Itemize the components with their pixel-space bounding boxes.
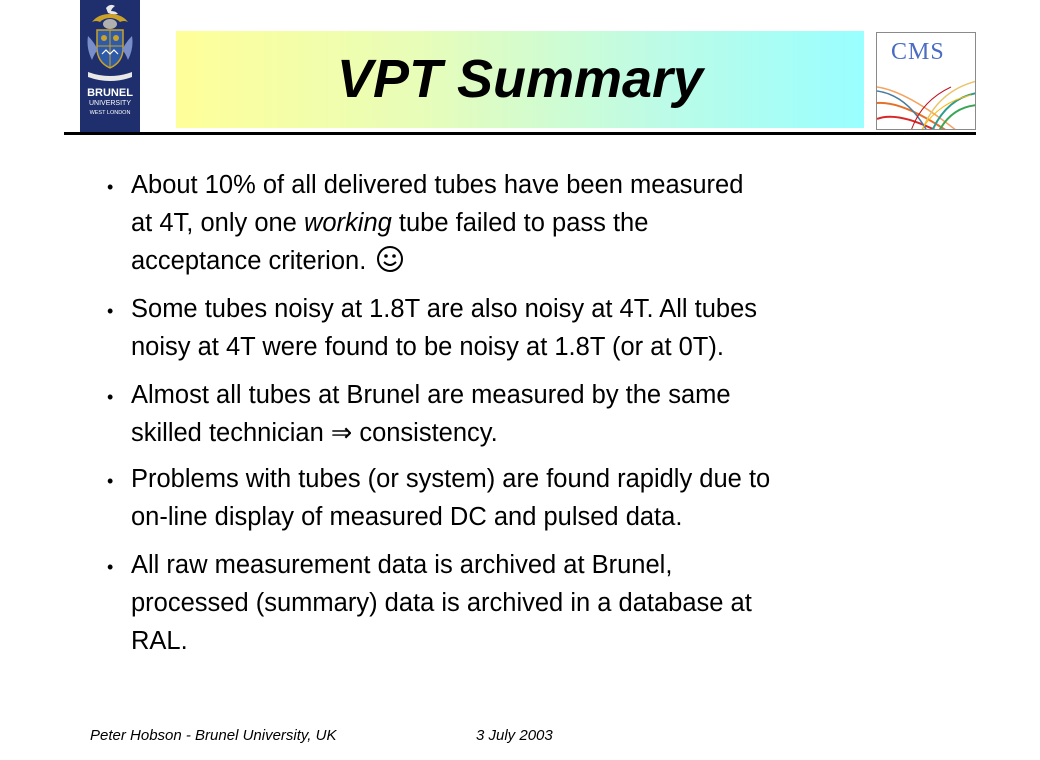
bullet-line bbox=[131, 242, 964, 280]
bullet-text: consistency. bbox=[352, 419, 498, 447]
bullet-text: tube failed to pass the bbox=[391, 209, 649, 237]
bullet-dot-icon: • bbox=[107, 177, 114, 197]
implies-arrow-icon: ⇒ bbox=[330, 419, 353, 447]
emphasis-text: working bbox=[303, 209, 392, 237]
crest-icon bbox=[80, 0, 140, 88]
bullet-text: at 4T, only one bbox=[131, 209, 304, 237]
bullet-text: acceptance criterion. bbox=[131, 247, 367, 275]
brunel-logo-wordmark: BRUNEL bbox=[87, 87, 133, 99]
bullet-line: on-line display of measured DC and pulsed data. bbox=[131, 503, 683, 531]
bullet-line: Problems with tubes (or system) are found rapidly due to bbox=[131, 465, 771, 493]
cms-logo bbox=[876, 32, 976, 130]
bullet-item bbox=[104, 376, 964, 452]
header-divider bbox=[64, 132, 976, 135]
brunel-logo-location: WEST LONDON bbox=[89, 110, 131, 116]
bullet-dot-icon: • bbox=[107, 301, 114, 321]
bullet-line: processed (summary) data is archived in a database at bbox=[131, 589, 752, 617]
bullet-line bbox=[131, 204, 964, 242]
footer-date: 3 July 2003 bbox=[476, 727, 553, 744]
footer-author: Peter Hobson - Brunel University, UK bbox=[90, 727, 337, 744]
bullet-item bbox=[104, 546, 964, 660]
bullet-text: skilled technician bbox=[131, 419, 331, 447]
bullet-line: About 10% of all delivered tubes have been measured bbox=[131, 171, 744, 199]
bullet-dot-icon: • bbox=[107, 471, 114, 491]
brunel-logo-subtitle: UNIVERSITY bbox=[88, 100, 131, 107]
bullet-line: noisy at 4T were found to be noisy at 1.8T (or at 0T). bbox=[131, 333, 724, 361]
smiley-face-icon bbox=[376, 245, 404, 273]
bullet-dot-icon: • bbox=[107, 387, 114, 407]
bullet-line: Almost all tubes at Brunel are measured by the same bbox=[131, 381, 731, 409]
bullet-line: RAL. bbox=[131, 627, 188, 655]
bullet-item bbox=[104, 166, 964, 280]
bullet-item bbox=[104, 460, 964, 536]
cms-logo-text: CMS bbox=[891, 39, 945, 65]
slide-title: VPT Summary bbox=[336, 49, 704, 109]
bullet-list bbox=[104, 166, 964, 660]
bullet-line: All raw measurement data is archived at Brunel, bbox=[131, 551, 673, 579]
bullet-dot-icon: • bbox=[107, 557, 114, 577]
brunel-university-logo bbox=[80, 0, 140, 133]
bullet-item bbox=[104, 290, 964, 366]
bullet-line bbox=[131, 414, 964, 452]
bullet-line: Some tubes noisy at 1.8T are also noisy at 4T. All tubes bbox=[131, 295, 758, 323]
